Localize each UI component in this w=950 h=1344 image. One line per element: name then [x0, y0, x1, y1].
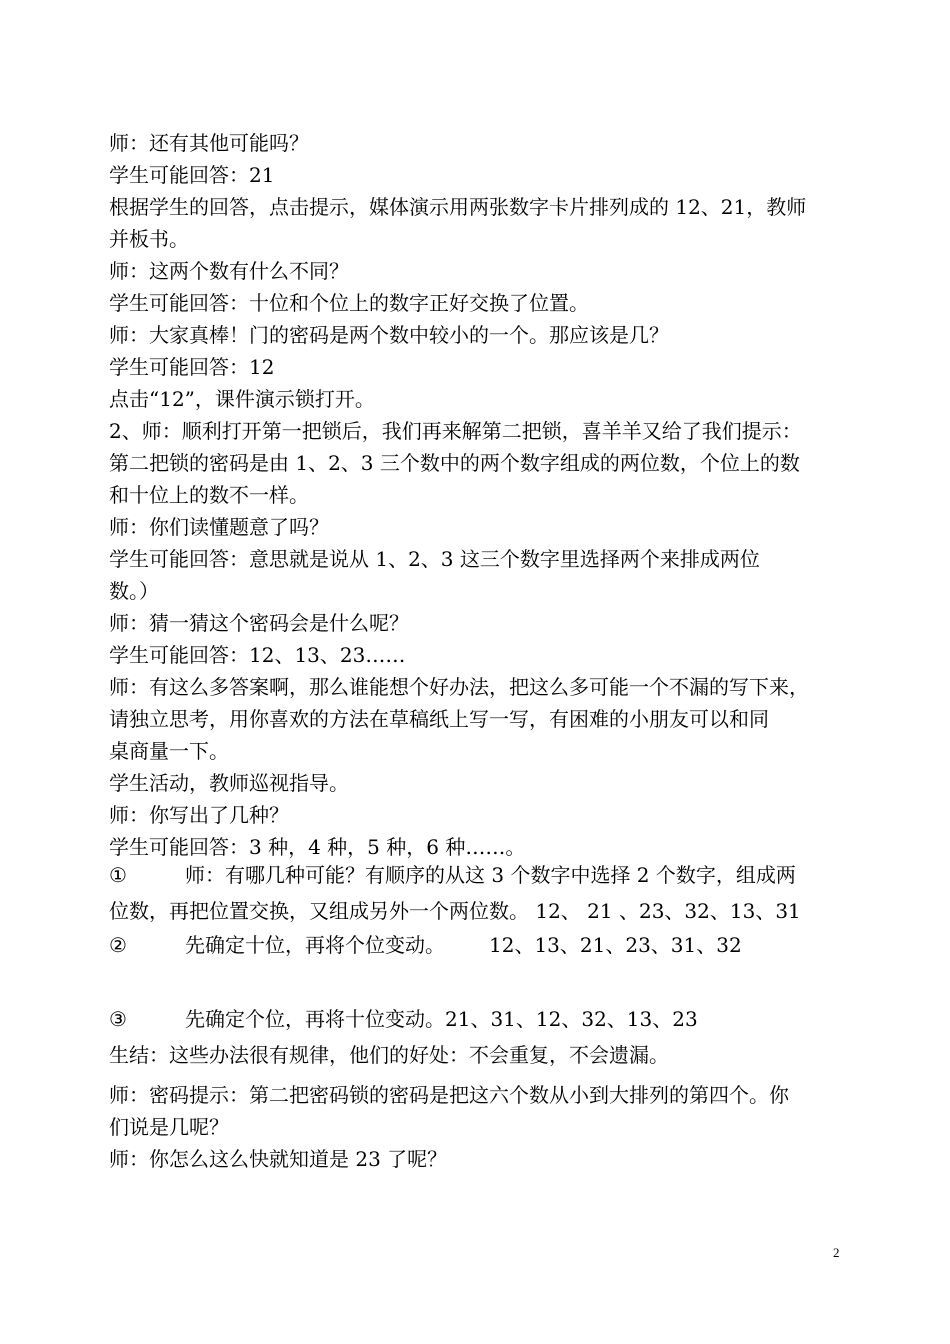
text-line: 和十位上的数不一样。 — [109, 483, 309, 507]
text-line: 师：你写出了几种？ — [109, 803, 289, 827]
text-line: 请独立思考，用你喜欢的方法在草稿纸上写一写，有困难的小朋友可以和同 — [109, 707, 769, 731]
text-line: 们说是几呢？ — [109, 1115, 229, 1139]
method-2-marker: ② — [109, 933, 127, 957]
text-line: 师：这两个数有什么不同？ — [109, 259, 349, 283]
method-1-marker: ① — [109, 863, 127, 887]
text-line: 学生可能回答：意思就是说从 1、2、3 这三个数字里选择两个来排成两位 — [109, 547, 760, 571]
text-line: 师：还有其他可能吗？ — [109, 131, 309, 155]
method-2-text: 先确定十位，再将个位变动。 — [185, 933, 445, 957]
text-line: 根据学生的回答，点击提示，媒体演示用两张数字卡片排列成的 12、21，教师 — [109, 195, 807, 219]
text-line: 学生可能回答：3 种，4 种，5 种，6 种……。 — [109, 835, 526, 859]
text-line: 师：你怎么这么快就知道是 23 了呢？ — [109, 1147, 448, 1171]
text-line: 学生可能回答：21 — [109, 163, 275, 187]
method-2-sequence: 12、13、21、23、31、32 — [489, 933, 742, 957]
text-line: 师：有这么多答案啊，那么谁能想个好办法，把这么多可能一个不漏的写下来， — [109, 675, 809, 699]
text-line: 师：你们读懂题意了吗？ — [109, 515, 329, 539]
method-3-text: 先确定个位，再将十位变动。21、31、12、32、13、23 — [185, 1007, 698, 1031]
text-line: 师：猜一猜这个密码会是什么呢？ — [109, 611, 409, 635]
method-3 — [109, 1006, 698, 1032]
text-line: 师：密码提示：第二把密码锁的密码是把这六个数从小到大排列的第四个。你 — [109, 1083, 789, 1107]
page-number: 2 — [833, 1245, 840, 1260]
text-line: 数。） — [109, 579, 159, 603]
method-3-marker: ③ — [109, 1007, 127, 1031]
method-1-line-1 — [109, 862, 796, 888]
method-1-line-2: 位数，再把位置交换，又组成另外一个两位数。 12、 21 、23、32、13、31 — [109, 899, 801, 923]
method-1-text: 师：有哪几种可能？有顺序的从这 3 个数字中选择 2 个数字，组成两 — [185, 863, 796, 887]
text-line: 点击“12”，课件演示锁打开。 — [109, 387, 375, 411]
text-line: 学生可能回答：十位和个位上的数字正好交换了位置。 — [109, 291, 589, 315]
text-line: 第二把锁的密码是由 1、2、3 三个数中的两个数字组成的两位数，个位上的数 — [109, 451, 800, 475]
method-2 — [109, 932, 742, 958]
text-line: 学生可能回答：12 — [109, 355, 275, 379]
text-line: 并板书。 — [109, 227, 189, 251]
text-line: 2、师：顺利打开第一把锁后，我们再来解第二把锁，喜羊羊又给了我们提示： — [109, 419, 802, 443]
text-line: 学生活动，教师巡视指导。 — [109, 771, 349, 795]
text-line: 师：大家真棒！门的密码是两个数中较小的一个。那应该是几？ — [109, 323, 669, 347]
text-line: 桌商量一下。 — [109, 739, 229, 763]
summary-line: 生结：这些办法很有规律，他们的好处：不会重复，不会遗漏。 — [109, 1043, 669, 1067]
text-line: 学生可能回答：12、13、23…… — [109, 643, 406, 667]
